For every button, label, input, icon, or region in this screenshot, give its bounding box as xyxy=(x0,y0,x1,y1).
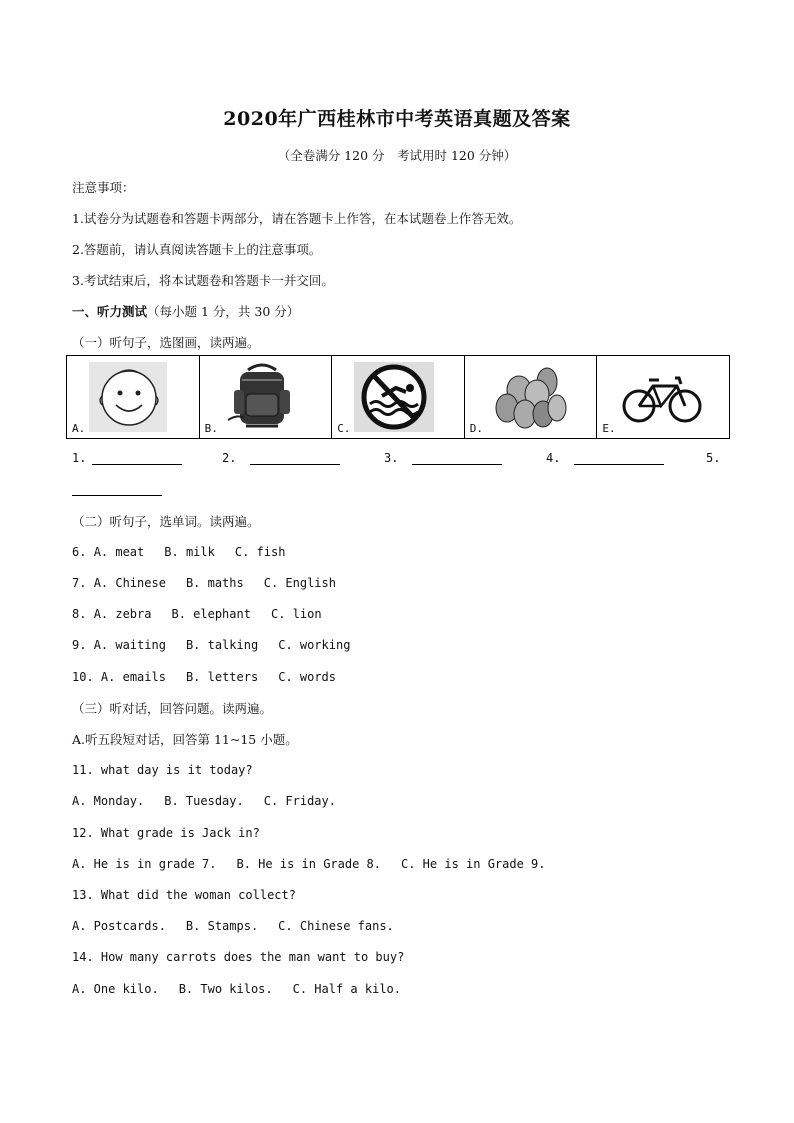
part-subheading: A.听五段短对话，回答第 11~15 小题。 xyxy=(72,732,298,747)
option-label: D. xyxy=(469,422,484,435)
option-b: B. maths xyxy=(185,576,244,590)
section-score-note: （每小题 1 分，共 30 分） xyxy=(147,304,300,319)
option-a: A. He is in grade 7. xyxy=(72,857,217,871)
question-options xyxy=(72,919,414,933)
option-a: A. emails xyxy=(100,670,166,684)
answer-blank[interactable]: 4. xyxy=(546,451,664,465)
bicycle-icon xyxy=(617,360,707,434)
option-c: C. words xyxy=(278,670,336,684)
question-number: 10. xyxy=(72,670,94,684)
option-b: B. Two kilos. xyxy=(178,982,273,996)
notice-item: 1.试卷分为试题卷和答题卡两部分，请在答题卡上作答，在本试题卷上作答无效。 xyxy=(72,211,522,226)
question-row xyxy=(72,638,370,652)
question-text: 11. what day is it today? xyxy=(72,763,253,777)
option-a: A. zebra xyxy=(93,607,152,621)
no-swimming-icon xyxy=(352,360,436,434)
question-number: 7. xyxy=(72,576,87,590)
eggs-icon xyxy=(485,360,569,434)
answer-blank-label: 5. xyxy=(706,451,721,465)
answer-blank[interactable]: 1. xyxy=(72,451,182,465)
option-c: C. working xyxy=(278,638,351,652)
option-b: B. He is in Grade 8. xyxy=(236,857,381,871)
option-c: C. lion xyxy=(270,607,322,621)
question-row xyxy=(72,576,356,590)
picture-option-c xyxy=(332,356,465,438)
option-label: C. xyxy=(337,422,351,435)
question-number: 6. xyxy=(72,545,87,559)
question-row xyxy=(72,607,342,621)
option-label: B. xyxy=(204,422,218,435)
option-label: E. xyxy=(602,422,616,435)
part-heading: （三）听对话，回答问题。读两遍。 xyxy=(72,701,273,716)
picture-option-b xyxy=(200,356,333,438)
answer-blank[interactable]: 2. xyxy=(222,451,340,465)
option-c: C. Friday. xyxy=(263,794,336,808)
picture-option-a xyxy=(67,356,200,438)
answer-blank[interactable] xyxy=(72,482,162,496)
option-c: C. Chinese fans. xyxy=(278,919,394,933)
backpack-icon xyxy=(220,360,304,434)
option-a: A. meat xyxy=(93,545,145,559)
page-title: 2020年广西桂林市中考英语真题及答案 xyxy=(223,108,571,130)
option-c: C. He is in Grade 9. xyxy=(401,857,546,871)
question-options xyxy=(72,857,566,871)
question-text: 13. What did the woman collect? xyxy=(72,888,296,902)
option-b: B. elephant xyxy=(171,607,251,621)
option-b: B. letters xyxy=(185,670,259,684)
question-text: 12. What grade is Jack in? xyxy=(72,826,260,840)
section-heading xyxy=(72,302,299,320)
option-a: A. Postcards. xyxy=(72,919,166,933)
part-heading: （一）听句子，选图画，读两遍。 xyxy=(72,335,260,350)
option-a: A. Monday. xyxy=(72,794,145,808)
picture-options-table xyxy=(66,355,730,439)
answer-blank[interactable]: 3. xyxy=(384,451,502,465)
question-options xyxy=(72,794,356,808)
question-row xyxy=(72,670,356,684)
option-a: A. Chinese xyxy=(93,576,166,590)
option-c: C. Half a kilo. xyxy=(292,982,401,996)
option-c: C. fish xyxy=(234,545,286,559)
notice-item: 2.答题前，请认真阅读答题卡上的注意事项。 xyxy=(72,242,322,257)
option-c: C. English xyxy=(263,576,336,590)
question-number: 9. xyxy=(72,638,87,652)
notice-heading: 注意事项： xyxy=(72,180,135,195)
option-b: B. Tuesday. xyxy=(164,794,244,808)
option-a: A. waiting xyxy=(93,638,166,652)
notice-item: 3.考试结束后，将本试题卷和答题卡一并交回。 xyxy=(72,273,334,288)
question-row xyxy=(72,545,305,559)
picture-option-e xyxy=(597,356,729,438)
option-a: A. One kilo. xyxy=(72,982,159,996)
part-heading: （二）听句子，选单词。读两遍。 xyxy=(72,514,260,529)
section-title: 一、听力测试 xyxy=(72,304,148,319)
question-number: 8. xyxy=(72,607,87,621)
exam-info: （全卷满分 120 分 考试用时 120 分钟） xyxy=(277,148,517,163)
option-label: A. xyxy=(72,422,86,435)
question-options xyxy=(72,982,421,996)
smiley-face-icon xyxy=(87,360,171,434)
picture-option-d xyxy=(465,356,598,438)
option-b: B. talking xyxy=(185,638,259,652)
question-text: 14. How many carrots does the man want to buy? xyxy=(72,950,405,964)
option-b: B. milk xyxy=(164,545,215,559)
option-b: B. Stamps. xyxy=(185,919,259,933)
